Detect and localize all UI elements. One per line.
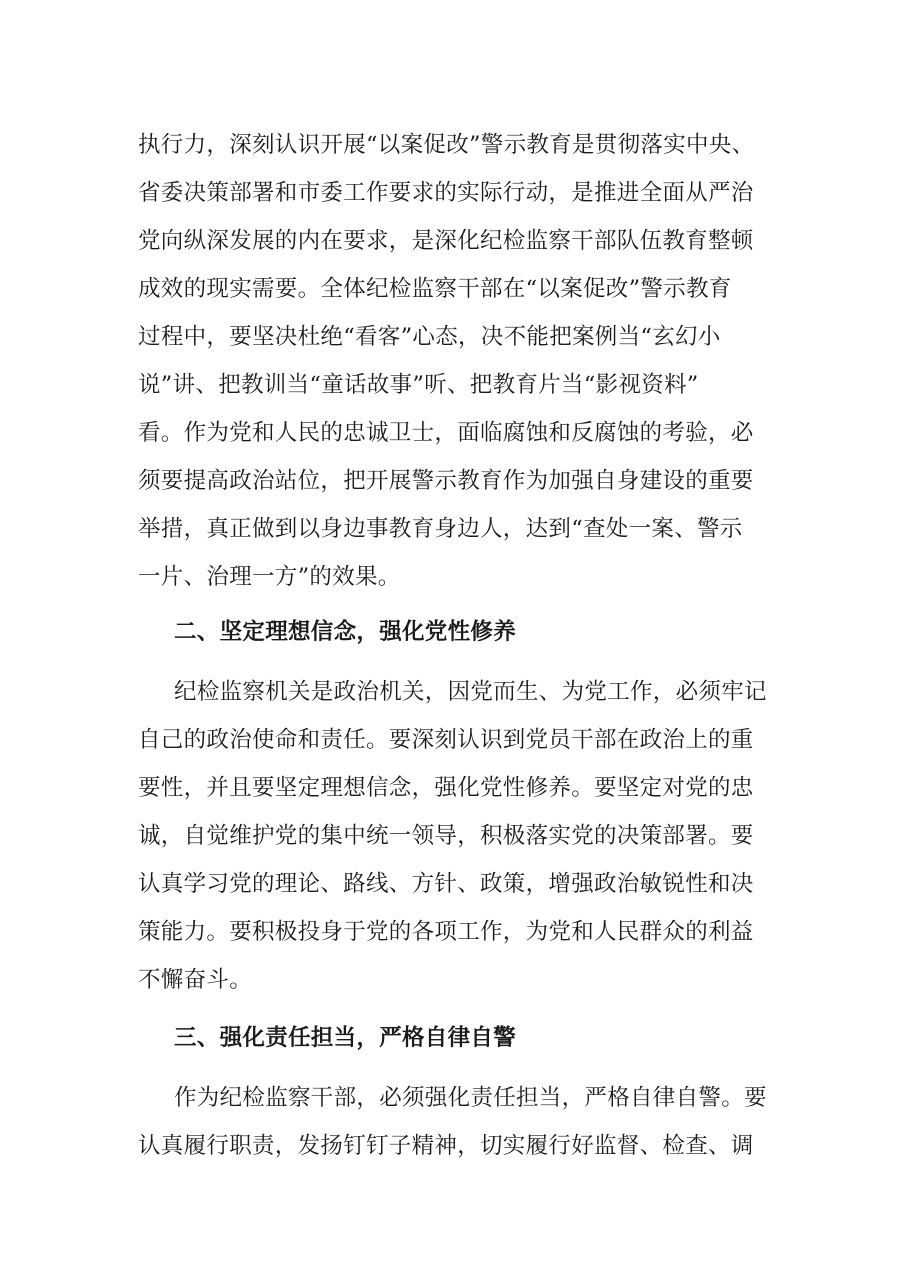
paragraph-line: 成效的现实需要。全体纪检监察干部在“以案促改”警示教育	[138, 276, 732, 302]
paragraph-line: 不懈奋斗。	[138, 967, 253, 993]
paragraph-1	[138, 121, 778, 601]
paragraph-line: 省委决策部署和市委工作要求的实际行动，是推进全面从严治	[138, 180, 754, 206]
paragraph-line: 要性，并且要坚定理想信念，强化党性修养。要坚定对党的忠	[138, 775, 754, 801]
section-3	[138, 1014, 778, 1062]
paragraph-line: 认真学习党的理论、路线、方针、政策，增强政治敏锐性和决	[138, 871, 754, 897]
paragraph-line: 策能力。要积极投身于党的各项工作，为党和人民群众的利益	[138, 919, 754, 945]
paragraph-line: 作为纪检监察干部，必须强化责任担当，严格自律自警。要	[174, 1085, 767, 1111]
paragraph-line: 诚，自觉维护党的集中统一领导，积极落实党的决策部署。要	[138, 823, 754, 849]
paragraph-line: 纪检监察机关是政治机关，因党而生、为党工作，必须牢记	[174, 679, 767, 705]
paragraph-line: 自己的政治使命和责任。要深刻认识到党员干部在政治上的重	[138, 727, 754, 753]
paragraph-line: 党向纵深发展的内在要求，是深化纪检监察干部队伍教育整顿	[138, 228, 754, 254]
paragraph-line: 过程中，要坚决杜绝“看客”心态，决不能把案例当“玄幻小	[138, 324, 721, 350]
paragraph-line: 说”讲、把教训当“童话故事”听、把教育片当“影视资料”	[138, 372, 699, 398]
paragraph-line: 一片、治理一方”的效果。	[138, 564, 401, 590]
paragraph-line: 认真履行职责，发扬钉钉子精神，切实履行好监督、检查、调	[138, 1133, 754, 1159]
paragraph-line: 举措，真正做到以身边事教育身边人，达到“查处一案、警示	[138, 516, 743, 542]
section-heading: 三、强化责任担当，严格自律自警	[174, 1025, 517, 1051]
section-2-body	[138, 668, 778, 1004]
section-2	[138, 608, 778, 656]
section-heading: 二、坚定理想信念，强化党性修养	[174, 619, 517, 645]
paragraph-line: 看。作为党和人民的忠诚卫士，面临腐蚀和反腐蚀的考验，必	[138, 420, 754, 446]
paragraph-line: 执行力，深刻认识开展“以案促改”警示教育是贯彻落实中央、	[138, 132, 755, 158]
paragraph-line: 须要提高政治站位，把开展警示教育作为加强自身建设的重要	[138, 468, 754, 494]
section-3-body	[138, 1074, 778, 1170]
